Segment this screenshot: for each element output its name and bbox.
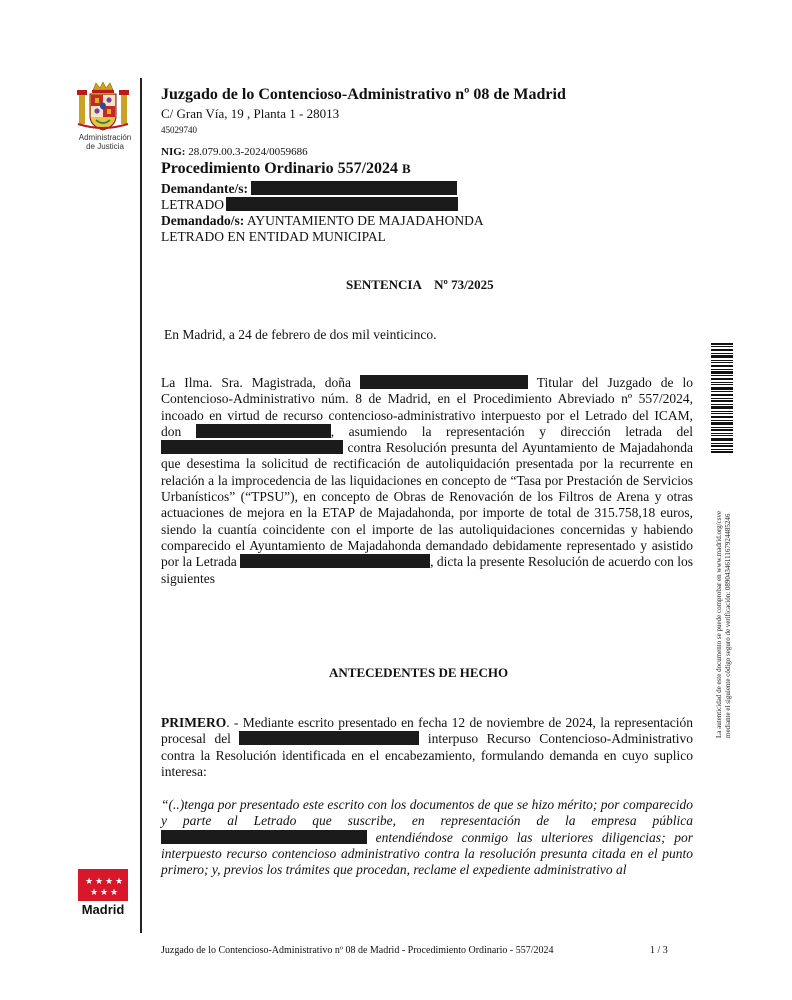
court-address: C/ Gran Vía, 19 , Planta 1 - 28013: [161, 106, 340, 121]
coat-of-arms-logo: [76, 80, 130, 140]
defendant-lawyer-line: LETRADO EN ENTIDAD MUNICIPAL: [161, 229, 386, 244]
svg-text:★: ★: [94, 877, 104, 887]
nig-line: NIG: 28.079.00.3-2024/0059686: [161, 146, 308, 158]
margin-rule: [140, 78, 142, 933]
sentence-title: SENTENCIA Nº 73/2025: [346, 277, 494, 292]
plaintiff-line: Demandante/s:: [161, 181, 457, 197]
footer-text: Juzgado de lo Contencioso-Administrativo nº 08 de Madrid - Procedimiento Ordinario - 557/2024: [161, 945, 554, 956]
svg-text:★: ★: [89, 888, 99, 898]
quoted-request: “(..)tenga por presentado este escrito con los documentos de que se hizo mérito; por comparecido y parte al Letrado que suscribe, en representación de la empresa pública entendiéndose conmigo las ulteriores diligencias; por interpuesto recurso contencioso administrativo contra la resolución presunta citada en el punto primero; y, previos los trámites que procedan, reclame el expediente administrativo al: [161, 797, 693, 878]
justice-caption: Administración de Justicia: [78, 133, 132, 151]
plaintiff-lawyer-line: LETRADO: [161, 197, 458, 213]
redaction-bar: [239, 731, 419, 745]
redaction-bar: [360, 375, 528, 389]
intro-paragraph: La Ilma. Sra. Magistrada, doña Titular del Juzgado de lo Contencioso-Administrativo núm. 8 de Madrid, en el Procedimiento Abreviado nº 557/2024, incoado en virtud de recurso contencioso-administrativo interpuesto por el Letrado del ICAM, don , asumiendo la representación y dirección letrada del contra Resolución presunta del Ayuntamiento de Majadahonda que desestima la solicitud de rectificación de autoliquidación presentada por la recurrente en relación a la improcedencia de las liquidaciones en concepto de “Tasa por Prestación de Servicios Urbanísticos” (“TPSU”), en concepto de Obras de Renovación de los Filtros de Arena y otras actuaciones de mejora en la ETAP de Majadahonda, por importe de total de 315.758,18 euros, siendo la cuantía coincidente con el importe de las autoliquidaciones concernidas y habiendo comparecido el Ayuntamiento de Majadahonda demandado debidamente representado y asistido por la Letrada , dicta la presente Resolución de acuerdo con los siguientes: [161, 375, 693, 586]
redaction-bar: [226, 197, 458, 211]
svg-text:★: ★: [84, 877, 94, 887]
redaction-bar: [161, 830, 367, 844]
date-line: En Madrid, a 24 de febrero de dos mil veinticinco.: [164, 327, 437, 342]
section-heading: ANTECEDENTES DE HECHO: [329, 665, 509, 680]
procedure-title: Procedimiento Ordinario 557/2024 B: [161, 160, 411, 177]
redaction-bar: [240, 554, 430, 568]
redaction-bar: [161, 440, 343, 454]
verification-text-line1: La autenticidad de este documento se puede comprobar en www.madrid.org/csve: [715, 510, 723, 738]
court-name: Juzgado de lo Contencioso-Administrativo nº 08 de Madrid: [161, 86, 566, 103]
defendant-line: Demandado/s: AYUNTAMIENTO DE MAJADAHONDA: [161, 213, 484, 228]
svg-text:★: ★: [104, 877, 114, 887]
svg-text:★: ★: [114, 877, 124, 887]
barcode: [711, 343, 733, 453]
first-fact-paragraph: PRIMERO. - Mediante escrito presentado en fecha 12 de noviembre de 2024, la representación procesal del interpuso Recurso Contencioso-Administrativo contra la Resolución identificada en el encabezamiento, formulando demanda en cuyo suplico interesa:: [161, 715, 694, 779]
court-code: 45029740: [161, 125, 197, 135]
redaction-bar: [196, 424, 331, 438]
verification-text-line2: mediante el siguiente código seguro de verificación: 0890434611167924485246: [724, 513, 732, 738]
madrid-stars-icon: [78, 869, 128, 901]
page-number: 1 / 3: [650, 945, 668, 956]
madrid-label: Madrid: [81, 902, 125, 917]
svg-text:★: ★: [99, 888, 109, 898]
svg-text:★: ★: [109, 888, 119, 898]
redaction-bar: [251, 181, 457, 195]
madrid-logo: [78, 869, 128, 919]
